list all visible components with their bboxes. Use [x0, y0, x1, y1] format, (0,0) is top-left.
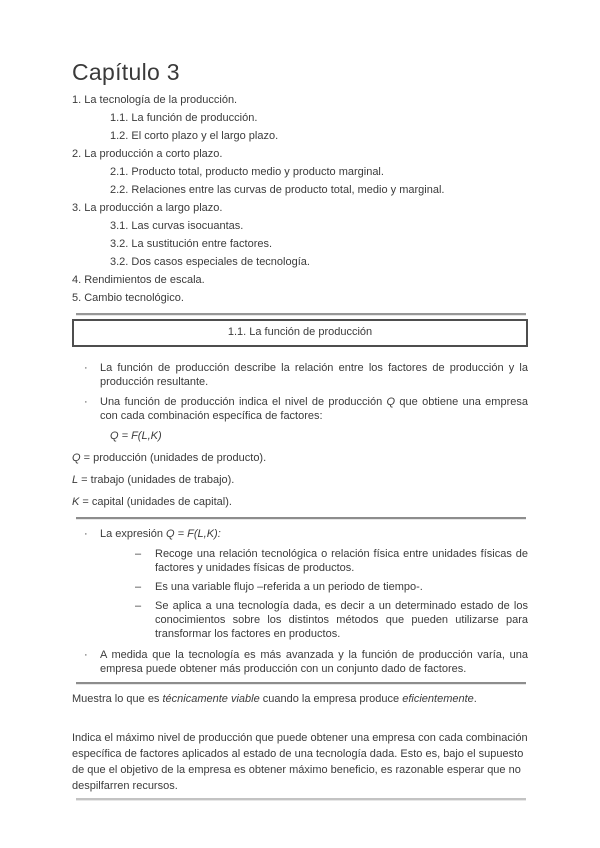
bullet-item	[72, 527, 528, 541]
outline-item: 2.1. Producto total, producto medio y producto marginal.	[110, 166, 384, 178]
chapter-outline	[72, 91, 528, 307]
note-tecnicamente-viable: Muestra lo que es técnicamente viable cuando la empresa produce eficientemente.	[72, 693, 477, 705]
sub-bullet-text: Es una variable flujo –referida a un periodo de tiempo-.	[155, 581, 423, 593]
definition-l: L = trabajo (unidades de trabajo).	[72, 474, 235, 486]
bullet-text: A medida que la tecnología es más avanzada y la función de producción varía, una empresa puede obtener más producción con un conjunto dado de factores.	[100, 649, 528, 675]
outline-item: 1. La tecnología de la producción.	[72, 94, 238, 106]
outline-item: 4. Rendimientos de escala.	[72, 274, 205, 286]
outline-item: 2. La producción a corto plazo.	[72, 148, 223, 160]
outline-item: 3.2. Dos casos especiales de tecnología.	[110, 256, 310, 268]
outline-item: 3.2. La sustitución entre factores.	[110, 238, 273, 250]
divider	[76, 682, 526, 685]
bullet-marker: ·	[84, 649, 88, 661]
formula-inline: Q = F(L,K)	[166, 528, 218, 540]
section-content	[72, 361, 528, 801]
bullet-text: La expresión Q = F(L,K):	[100, 528, 221, 540]
bullet-item	[72, 395, 528, 423]
chapter-title: Capítulo 3	[72, 59, 180, 85]
variable-definitions	[72, 451, 528, 509]
section-title-box	[72, 319, 528, 347]
bullet-item	[72, 648, 528, 676]
bullet-text: Una función de producción indica el nivel de producción Q que obtiene una empresa con cada combinación específica de factores:	[100, 396, 528, 422]
dash-marker: –	[135, 581, 142, 593]
bullet-marker: ·	[84, 528, 88, 540]
bullet-marker: ·	[84, 396, 88, 408]
section-title: 1.1. La función de producción	[227, 326, 373, 338]
outline-item: 3.1. Las curvas isocuantas.	[110, 220, 244, 232]
outline-item: 1.1. La función de producción.	[110, 112, 258, 124]
outline-item: 3. La producción a largo plazo.	[72, 202, 223, 214]
production-function-formula: Q = F(L,K)	[110, 430, 162, 442]
variable-q: Q	[386, 396, 396, 408]
divider	[76, 798, 526, 801]
note-maximo-nivel: Indica el máximo nivel de producción que puede obtener una empresa con cada combinación específica de factores aplicados al estado de una tecnología dada. Esto es, bajo el supuesto de que el objetivo de la empresa es obtener máximo beneficio, es razonable esperar que no despilfarren recursos.	[72, 732, 528, 792]
outline-item: 1.2. El corto plazo y el largo plazo.	[110, 130, 279, 142]
definition-q: Q = producción (unidades de producto).	[72, 452, 267, 464]
divider	[76, 517, 526, 520]
outline-item: 2.2. Relaciones entre las curvas de producto total, medio y marginal.	[110, 184, 445, 196]
sub-bullet-item	[135, 580, 528, 594]
dash-marker: –	[135, 600, 142, 612]
bullet-text: La función de producción describe la relación entre los factores de producción y la producción resultante.	[100, 362, 528, 388]
dash-marker: –	[135, 548, 142, 560]
bullet-item	[72, 361, 528, 389]
sub-bullet-text: Recoge una relación tecnológica o relación física entre unidades físicas de factores y unidades físicas de productos.	[155, 548, 528, 574]
divider	[76, 313, 526, 316]
definition-k: K = capital (unidades de capital).	[72, 496, 232, 508]
bullet-marker: ·	[84, 362, 88, 374]
outline-item: 5. Cambio tecnológico.	[72, 292, 184, 304]
sub-bullet-text: Se aplica a una tecnología dada, es decir a un determinado estado de los conocimientos sobre los distintos métodos que pueden utilizarse para transformar los factores en productos.	[155, 600, 528, 640]
sub-bullet-item	[135, 547, 528, 575]
sub-bullet-item	[135, 599, 528, 641]
